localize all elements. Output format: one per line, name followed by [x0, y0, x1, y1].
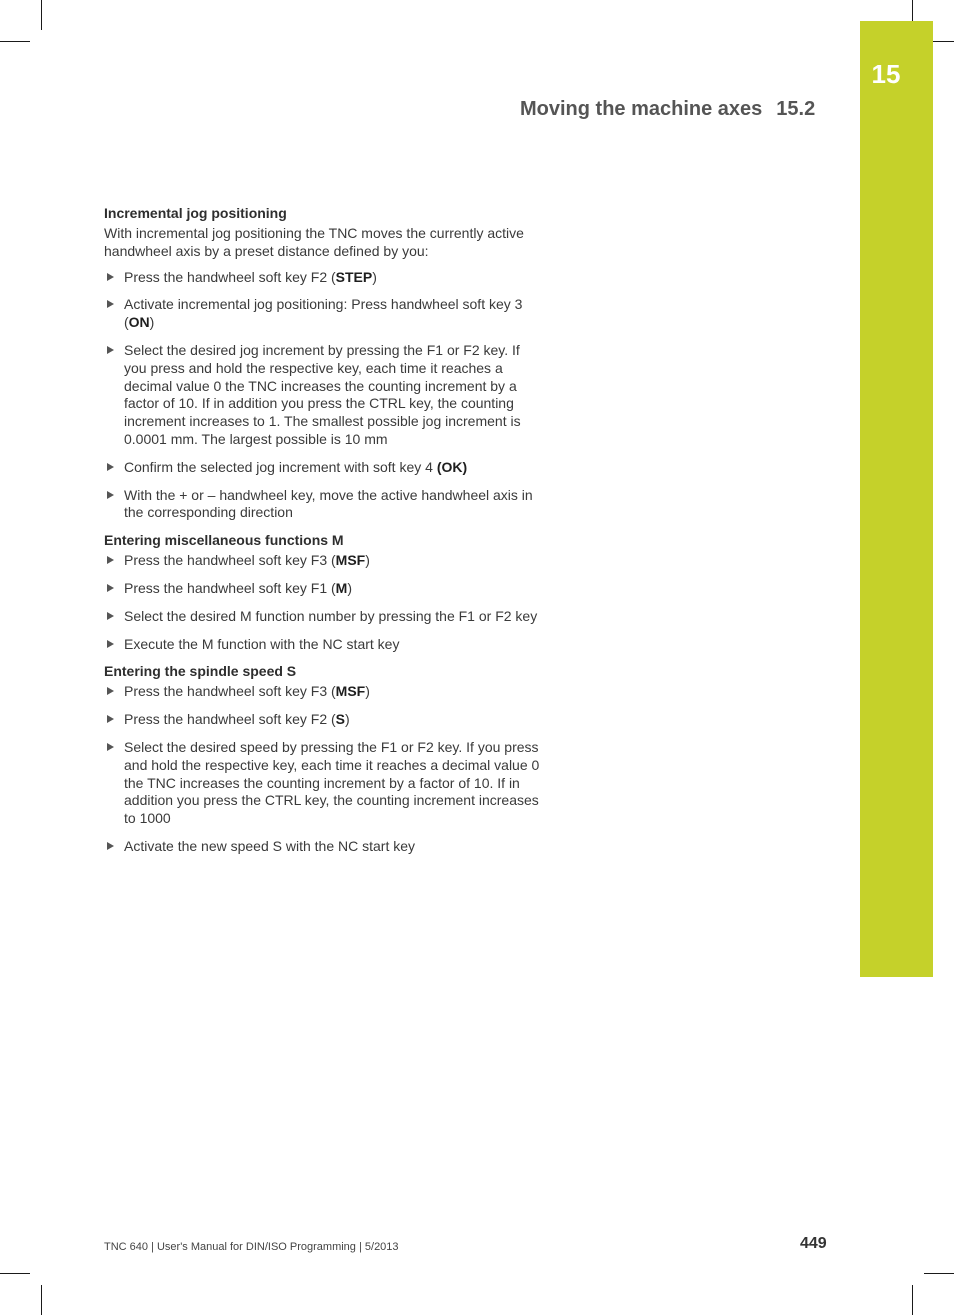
section-heading: Entering miscellaneous functions M — [104, 532, 344, 549]
section — [104, 532, 544, 653]
step-item — [104, 487, 544, 523]
arrow-right-icon — [107, 300, 114, 308]
step-item — [104, 552, 544, 570]
arrow-right-icon — [107, 556, 114, 564]
step-list — [104, 683, 544, 855]
step-text-end: ) — [365, 683, 370, 700]
soft-key-label: MSF — [335, 683, 366, 700]
step-text: Execute the M function with the NC start key — [124, 635, 400, 652]
arrow-right-icon — [107, 842, 114, 850]
arrow-right-icon — [107, 715, 114, 723]
crop-mark — [924, 1273, 954, 1274]
arrow-right-icon — [107, 584, 114, 592]
step-text: Select the desired M function number by pressing the F1 or F2 key — [124, 607, 538, 624]
section-intro: With incremental jog positioning the TNC moves the currently active handwheel axis by a preset distance defined by you: — [104, 225, 524, 259]
step-text: Press the handwheel soft key F2 ( — [124, 711, 336, 728]
step-text: With the + or – handwheel key, move the active handwheel axis in the corresponding direction — [124, 486, 533, 521]
header-title: Moving the machine axes — [520, 98, 763, 120]
arrow-right-icon — [107, 346, 114, 354]
step-text: Select the desired speed by pressing the F1 or F2 key. If you press and hold the respective key, each time it reaches a decimal value 0 the TNC increases the counting increment by a factor of 10. If in addition you press the CTRL key, the counting increment increases to 1000 — [124, 738, 540, 827]
arrow-right-icon — [107, 463, 114, 471]
crop-mark — [0, 41, 30, 42]
step-item — [104, 636, 544, 654]
step-item — [104, 739, 544, 828]
step-text-end: ) — [365, 552, 370, 569]
step-item — [104, 269, 544, 287]
arrow-right-icon — [107, 687, 114, 695]
arrow-right-icon — [107, 743, 114, 751]
step-text: Confirm the selected jog increment with soft key 4 — [124, 458, 437, 475]
step-text: Activate incremental jog positioning: Press handwheel soft key 3 ( — [124, 296, 523, 331]
step-text: Press the handwheel soft key F2 ( — [124, 268, 336, 285]
arrow-right-icon — [107, 612, 114, 620]
step-list — [104, 269, 544, 523]
crop-mark — [41, 1285, 42, 1315]
arrow-right-icon — [107, 491, 114, 499]
section-heading: Incremental jog positioning — [104, 205, 287, 221]
step-text-end: ) — [149, 314, 155, 331]
step-text-end: ) — [345, 711, 350, 728]
step-item — [104, 296, 544, 332]
footer-text: TNC 640 | User's Manual for DIN/ISO Programming | 5/2013 — [104, 1241, 399, 1253]
step-item — [104, 838, 544, 856]
arrow-right-icon — [107, 273, 114, 281]
section — [104, 663, 544, 855]
soft-key-label: (OK) — [436, 458, 468, 475]
page-header — [520, 98, 815, 121]
soft-key-label: S — [335, 711, 346, 728]
crop-mark — [41, 0, 42, 30]
soft-key-label: M — [335, 579, 348, 596]
step-item — [104, 683, 544, 701]
chapter-number: 15 — [871, 59, 901, 89]
main-content — [104, 205, 544, 866]
chapter-tab — [860, 21, 933, 977]
step-item — [104, 342, 544, 449]
soft-key-label: MSF — [335, 552, 366, 569]
soft-key-label: STEP — [335, 268, 373, 285]
step-item — [104, 608, 544, 626]
header-section-number: 15.2 — [776, 98, 816, 120]
step-item — [104, 459, 544, 477]
step-text: Activate the new speed S with the NC start key — [124, 837, 416, 854]
section-heading: Entering the spindle speed S — [104, 663, 297, 680]
step-item — [104, 711, 544, 729]
soft-key-label: ON — [128, 314, 150, 331]
crop-mark — [912, 1285, 913, 1315]
step-text-end: ) — [347, 579, 353, 596]
step-text: Select the desired jog increment by pressing the F1 or F2 key. If you press and hold the respective key, each time it reaches a decimal value 0 the TNC increases the counting increment by a factor of 10. If in addition you press the CTRL key, the counting increment increases to 1. The smallest possible jog increment is 0.0001 mm. The largest possible is 10 mm — [124, 341, 521, 447]
page-number: 449 — [800, 1235, 827, 1252]
step-item — [104, 580, 544, 598]
step-text: Press the handwheel soft key F1 ( — [124, 579, 336, 596]
step-text: Press the handwheel soft key F3 ( — [124, 552, 336, 569]
section — [104, 205, 544, 522]
step-text-end: ) — [372, 268, 377, 285]
crop-mark — [0, 1273, 30, 1274]
step-list — [104, 552, 544, 653]
arrow-right-icon — [107, 640, 114, 648]
step-text: Press the handwheel soft key F3 ( — [124, 683, 336, 700]
